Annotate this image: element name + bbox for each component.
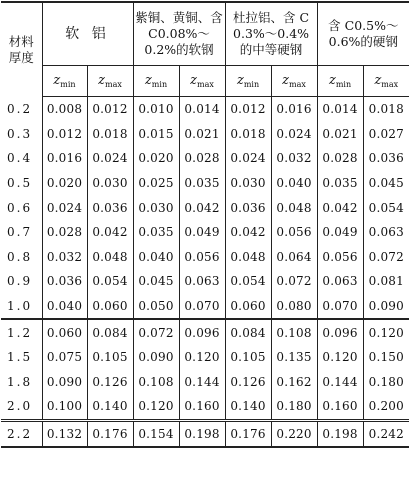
value-cell: 0.063 (363, 220, 409, 245)
value-cell: 0.108 (271, 319, 317, 345)
value-cell: 0.028 (317, 146, 363, 171)
table-row (1, 319, 409, 345)
value-cell: 0.180 (363, 370, 409, 395)
zmax-header (87, 66, 133, 97)
value-cell: 0.084 (87, 319, 133, 345)
value-cell: 0.054 (225, 269, 271, 294)
value-cell: 0.242 (363, 420, 409, 447)
thickness-header-line1: 材料 (8, 33, 34, 49)
value-cell: 0.032 (271, 146, 317, 171)
z-symbol: z (144, 73, 152, 88)
value-cell: 0.036 (225, 195, 271, 220)
value-cell: 0.054 (87, 269, 133, 294)
value-cell: 0.040 (133, 245, 179, 270)
table-row (1, 195, 409, 220)
value-cell: 0.024 (225, 146, 271, 171)
thickness-cell: 2.0 (7, 399, 33, 414)
thickness-cell: 0.3 (7, 126, 33, 141)
group-header-soft-aluminum (42, 2, 133, 66)
value-cell: 0.036 (363, 146, 409, 171)
table-body (1, 97, 409, 448)
value-cell: 0.108 (133, 370, 179, 395)
value-cell: 0.021 (179, 122, 225, 147)
value-cell: 0.048 (87, 245, 133, 270)
value-cell: 0.030 (225, 171, 271, 196)
value-cell: 0.040 (42, 294, 87, 320)
value-cell: 0.084 (225, 319, 271, 345)
value-cell: 0.063 (317, 269, 363, 294)
thickness-cell: 0.8 (7, 249, 33, 264)
group-header-duralumin-medium-steel (225, 2, 317, 66)
value-cell: 0.036 (42, 269, 87, 294)
table-row (1, 394, 409, 420)
zmin-header (133, 66, 179, 97)
group-header-label: 0.3%～0.4% (233, 26, 310, 41)
value-cell: 0.028 (179, 146, 225, 171)
value-cell: 0.132 (42, 420, 87, 447)
value-cell: 0.180 (271, 394, 317, 420)
value-cell: 0.045 (133, 269, 179, 294)
group-header-label: 紫铜、黄铜、含 (135, 10, 223, 25)
value-cell: 0.070 (317, 294, 363, 320)
value-cell: 0.028 (42, 220, 87, 245)
value-cell: 0.048 (225, 245, 271, 270)
group-header-label: 软 铝 (65, 26, 110, 42)
zmin-header (42, 66, 87, 97)
value-cell: 0.024 (271, 122, 317, 147)
value-cell: 0.020 (42, 171, 87, 196)
z-symbol: z (282, 73, 290, 88)
z-symbol: z (328, 73, 336, 88)
value-cell: 0.090 (42, 370, 87, 395)
table-row (1, 294, 409, 320)
min-subscript: min (335, 80, 352, 89)
value-cell: 0.198 (179, 420, 225, 447)
max-subscript: max (197, 80, 214, 89)
group-header-copper-soft-steel (133, 2, 225, 66)
value-cell: 0.140 (225, 394, 271, 420)
value-cell: 0.027 (363, 122, 409, 147)
value-cell: 0.014 (179, 97, 225, 122)
value-cell: 0.024 (87, 146, 133, 171)
subheader-row (1, 66, 409, 97)
z-symbol: z (53, 73, 61, 88)
value-cell: 0.120 (133, 394, 179, 420)
value-cell: 0.126 (225, 370, 271, 395)
value-cell: 0.042 (225, 220, 271, 245)
zmin-header (317, 66, 363, 97)
value-cell: 0.030 (133, 195, 179, 220)
min-subscript: min (243, 80, 260, 89)
value-cell: 0.120 (179, 345, 225, 370)
z-symbol: z (190, 73, 198, 88)
value-cell: 0.220 (271, 420, 317, 447)
value-cell: 0.035 (317, 171, 363, 196)
value-cell: 0.070 (179, 294, 225, 320)
value-cell: 0.105 (87, 345, 133, 370)
value-cell: 0.045 (363, 171, 409, 196)
z-symbol: z (98, 73, 105, 88)
value-cell: 0.100 (42, 394, 87, 420)
value-cell: 0.090 (363, 294, 409, 320)
zmax-header (363, 66, 409, 97)
value-cell: 0.144 (179, 370, 225, 395)
value-cell: 0.072 (363, 245, 409, 270)
value-cell: 0.176 (87, 420, 133, 447)
group-header-hard-steel (317, 2, 409, 66)
table-row (1, 146, 409, 171)
value-cell: 0.056 (317, 245, 363, 270)
value-cell: 0.150 (363, 345, 409, 370)
thickness-cell: 1.2 (1, 319, 42, 345)
value-cell: 0.020 (133, 146, 179, 171)
value-cell: 0.096 (317, 319, 363, 345)
value-cell: 0.063 (179, 269, 225, 294)
value-cell: 0.040 (271, 171, 317, 196)
group-header-label: 0.2%的软钢 (144, 42, 214, 57)
table-row (1, 220, 409, 245)
thickness-cell: 2.2 (1, 420, 42, 447)
thickness-cell: 0.2 (7, 102, 33, 117)
value-cell: 0.090 (133, 345, 179, 370)
value-cell: 0.018 (225, 122, 271, 147)
value-cell: 0.120 (317, 345, 363, 370)
table-row (1, 269, 409, 294)
zmax-header (271, 66, 317, 97)
thickness-cell: 0.6 (7, 200, 33, 215)
thickness-cell: 0.9 (7, 274, 33, 289)
value-cell: 0.198 (317, 420, 363, 447)
value-cell: 0.160 (179, 394, 225, 420)
value-cell: 0.120 (363, 319, 409, 345)
value-cell: 0.032 (42, 245, 87, 270)
value-cell: 0.015 (133, 122, 179, 147)
value-cell: 0.050 (133, 294, 179, 320)
value-cell: 0.056 (179, 245, 225, 270)
zmax-header (179, 66, 225, 97)
min-subscript: min (60, 80, 76, 89)
group-header-label: 含 C0.5%～ (328, 18, 399, 33)
value-cell: 0.035 (133, 220, 179, 245)
value-cell: 0.030 (87, 171, 133, 196)
value-cell: 0.096 (179, 319, 225, 345)
value-cell: 0.160 (317, 394, 363, 420)
value-cell: 0.036 (87, 195, 133, 220)
thickness-cell: 0.4 (7, 151, 33, 166)
value-cell: 0.072 (271, 269, 317, 294)
value-cell: 0.054 (363, 195, 409, 220)
z-symbol: z (236, 73, 244, 88)
value-cell: 0.024 (42, 195, 87, 220)
table-row (1, 345, 409, 370)
value-cell: 0.016 (271, 97, 317, 122)
value-cell: 0.140 (87, 394, 133, 420)
group-header-label: 0.6%的硬钢 (328, 34, 398, 49)
value-cell: 0.016 (42, 146, 87, 171)
value-cell: 0.060 (87, 294, 133, 320)
value-cell: 0.135 (271, 345, 317, 370)
value-cell: 0.014 (317, 97, 363, 122)
value-cell: 0.105 (225, 345, 271, 370)
value-cell: 0.025 (133, 171, 179, 196)
value-cell: 0.154 (133, 420, 179, 447)
thickness-cell: 1.0 (7, 299, 33, 314)
value-cell: 0.049 (317, 220, 363, 245)
table-row (1, 420, 409, 447)
thickness-header-line2: 厚度 (8, 49, 34, 65)
table-row (1, 122, 409, 147)
thickness-cell: 0.5 (7, 176, 33, 191)
value-cell: 0.042 (317, 195, 363, 220)
value-cell: 0.081 (363, 269, 409, 294)
thickness-cell: 1.5 (7, 350, 33, 365)
min-subscript: min (151, 80, 168, 89)
thickness-cell: 0.7 (7, 225, 33, 240)
table-row (1, 171, 409, 196)
value-cell: 0.075 (42, 345, 87, 370)
max-subscript: max (289, 80, 306, 89)
value-cell: 0.162 (271, 370, 317, 395)
value-cell: 0.176 (225, 420, 271, 447)
max-subscript: max (381, 80, 399, 89)
value-cell: 0.012 (87, 97, 133, 122)
value-cell: 0.049 (179, 220, 225, 245)
value-cell: 0.060 (225, 294, 271, 320)
thickness-header (1, 2, 42, 97)
max-subscript: max (105, 80, 122, 89)
thickness-cell: 1.8 (7, 374, 33, 389)
value-cell: 0.144 (317, 370, 363, 395)
zmin-header (225, 66, 271, 97)
value-cell: 0.010 (133, 97, 179, 122)
value-cell: 0.064 (271, 245, 317, 270)
clearance-table (1, 1, 409, 448)
value-cell: 0.018 (87, 122, 133, 147)
value-cell: 0.018 (363, 97, 409, 122)
value-cell: 0.200 (363, 394, 409, 420)
value-cell: 0.021 (317, 122, 363, 147)
table-row (1, 97, 409, 122)
value-cell: 0.060 (42, 319, 87, 345)
value-cell: 0.042 (87, 220, 133, 245)
value-cell: 0.080 (271, 294, 317, 320)
group-header-label: 的中等硬钢 (239, 42, 303, 57)
value-cell: 0.048 (271, 195, 317, 220)
value-cell: 0.012 (225, 97, 271, 122)
value-cell: 0.042 (179, 195, 225, 220)
value-cell: 0.008 (42, 97, 87, 122)
group-header-label: C0.08%～ (148, 26, 210, 41)
value-cell: 0.035 (179, 171, 225, 196)
value-cell: 0.126 (87, 370, 133, 395)
table-row (1, 370, 409, 395)
z-symbol: z (374, 73, 382, 88)
value-cell: 0.072 (133, 319, 179, 345)
value-cell: 0.012 (42, 122, 87, 147)
table-row (1, 245, 409, 270)
value-cell: 0.056 (271, 220, 317, 245)
group-header-label: 杜拉铝、含 C (233, 10, 310, 25)
